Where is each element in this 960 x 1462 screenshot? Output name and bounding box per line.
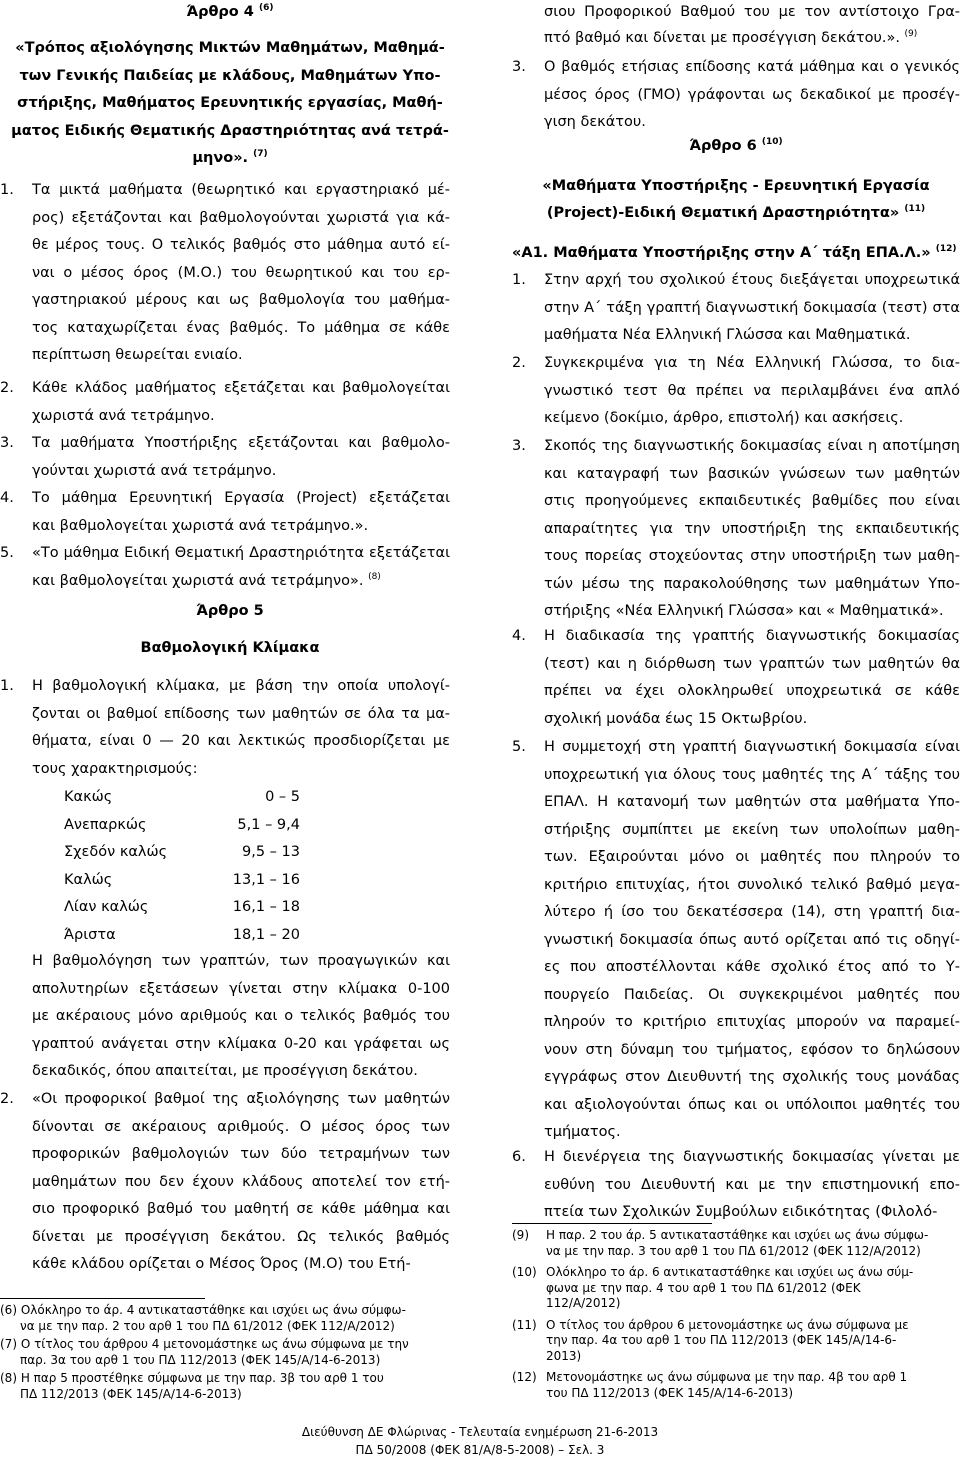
paragraph-line: θήματα, είναι 0 — 20 και λεκτικώς προσδιορίζεται με <box>32 733 450 749</box>
footnote-line: Η παρ. 2 του άρ. 5 αντικαταστάθηκε και ισχύει ως άνω σύμφω- <box>546 1228 929 1242</box>
paragraph-line: νουν στη δύναμη του τμήματος, εφόσον το δηλώσουν <box>544 1041 960 1058</box>
paragraph-number: 2. <box>512 355 526 371</box>
paragraph-line: πληρούν το κριτήριο επιτυχίας μπορούν να παραμεί- <box>544 1014 960 1030</box>
grade-label: Κακώς <box>64 789 113 805</box>
paragraph-line: και βαθμολογείται χωριστά ανά τετράμηνο». $^{(8)}$ <box>32 571 381 589</box>
paragraph-line: περίπτωση θεωρείται ενιαίο. <box>32 347 243 363</box>
paragraph-line: τους πορείας στοχεύοντας στην υποστήριξη των μαθη- <box>544 548 960 564</box>
grade-range: 0 – 5 <box>265 789 300 805</box>
paragraph-line: ΕΠΑΛ. Η κατανομή των μαθητών στα μαθήματα Υπο- <box>544 794 960 810</box>
paragraph-line: και βαθμολογείται χωριστά ανά τετράμηνο.». <box>32 517 369 534</box>
article-4-title-line: μηνο». $^{(7)}$ <box>192 149 268 166</box>
paragraph-line: πτεία των Σχολικών Συμβούλων ειδικότητας (Φιλολό- <box>544 1204 938 1220</box>
paragraph-line: των. Εξαιρούνται μόνο οι μαθητές που πληρούν το <box>544 849 960 865</box>
paragraph-number: 4. <box>0 490 14 506</box>
paragraph-number: 2. <box>0 380 14 396</box>
paragraph-line: θε μέρος τους. Ο τελικός βαθμός στο μάθημα αυτό εί- <box>32 237 450 253</box>
paragraph-line: γραπτού ανάγεται στην κλίμακα 0-20 και γράφεται ως <box>32 1035 450 1052</box>
footnote-line: την παρ. 4α του αρθ 1 του ΠΔ 112/2013 (ΦΕΚ 145/Α/14-6- <box>546 1333 897 1347</box>
paragraph-line: στήριξης «Νέα Ελληνική Γλώσσα» και « Μαθηματικά». <box>544 603 944 619</box>
grade-label: Άριστα <box>64 926 116 943</box>
paragraph-line: γνωστικό τεστ θα πρέπει να περιλαμβάνει ένα απλό <box>544 382 960 399</box>
paragraph-line: τών μέσω της παρακολούθησης των μαθημάτων Υπο- <box>544 575 960 592</box>
paragraph-line: πουργείο Παιδείας. Οι συγκεκριμένοι μαθητές που <box>544 986 960 1003</box>
paragraph-number: 3. <box>512 59 526 75</box>
paragraph-line: πτό βαθμό και δίνεται με προσέγγιση δεκάτου.». $^{(9)}$ <box>544 29 918 46</box>
paragraph-number: 2. <box>0 1091 14 1107</box>
paragraph-number: 5. <box>512 739 526 755</box>
paragraph-line: προφορικών βαθμολογιών των δύο τετραμήνων των <box>32 1146 450 1162</box>
grade-range: 16,1 – 18 <box>232 899 300 915</box>
paragraph-line: «Οι προφορικοί βαθμοί της αξιολόγησης των μαθητών <box>32 1091 450 1107</box>
footnote-line: να με την παρ. 3 του αρθ 1 του ΠΔ 61/2012 (ΦΕΚ 112/Α/2012) <box>546 1243 921 1258</box>
grade-range: 5,1 – 9,4 <box>237 816 300 833</box>
paragraph-line: στις προηγούμενες εκπαιδευτικές βαθμίδες που είναι <box>544 493 960 509</box>
footnote-number: (10) <box>512 1265 537 1279</box>
paragraph-line: τους χαρακτηρισμούς: <box>32 760 198 777</box>
footnote-divider <box>512 1223 712 1224</box>
footnote-line: Ολόκληρο το άρ. 6 αντικαταστάθηκε και ισχύει ως άνω σύμ- <box>546 1265 914 1279</box>
grade-range: 13,1 – 16 <box>232 871 300 888</box>
paragraph-line: ρος) εξετάζονται και βαθμολογούνται χωριστά για κά- <box>32 209 450 226</box>
paragraph-line: Η βαθμολογική κλίμακα, με βάση την οποία υπολογί- <box>32 678 450 694</box>
paragraph-line: Η βαθμολόγηση των γραπτών, των προαγωγικών και <box>32 953 450 969</box>
footnote-number: (9) <box>512 1228 529 1242</box>
paragraph-line: Η συμμετοχή στη γραπτή διαγνωστική δοκιμασία είναι <box>544 739 960 755</box>
paragraph-line: τμήματος. <box>544 1124 621 1140</box>
paragraph-number: 4. <box>512 628 526 644</box>
footnote-line: 112/Α/2012) <box>546 1296 621 1310</box>
reference-marker: (12) <box>935 244 957 255</box>
paragraph-line: λύτερο ή ίσο του δεκατέσσερα (14), στη γραπτή δια- <box>544 904 960 920</box>
paragraph-line: κείμενο (δοκίμιο, άρθρο, επιστολή) και ασκήσεις. <box>544 410 904 426</box>
grade-label: Σχεδόν καλώς <box>64 844 168 860</box>
paragraph-line: ναι ο μέσος όρος (Μ.Ο.) του θεωρητικού και του ερ- <box>32 264 450 281</box>
footnote-line: του ΠΔ 112/2013 (ΦΕΚ 145/Α/14-6-2013) <box>546 1385 794 1400</box>
paragraph-line: Τα μικτά μαθήματα (θεωρητικό και εργαστηριακό μέ- <box>32 182 450 198</box>
footnote-line: 2013) <box>546 1348 582 1363</box>
paragraph-number: 5. <box>0 545 14 561</box>
paragraph-line: με ακέραιους μόνο αριθμούς και ο τελικός βαθμός του <box>32 1008 450 1024</box>
paragraph-line: κάθε κλάδου ορίζεται ο Μέσος Όρος (Μ.Ο) του Ετή- <box>32 1256 411 1272</box>
article-6-title-line: (Project)-Ειδική Θεματική Δραστηριότητα» $^{(11)}$ <box>546 204 926 221</box>
paragraph-line: δίνεται με προσέγγιση δεκάτου. Ως τελικός βαθμός <box>32 1228 450 1245</box>
paragraph-line: χωριστά ανά τετράμηνο. <box>32 407 215 424</box>
footnote-line: (7) Ο τίτλος του άρθρου 4 μετονομάστηκε ως άνω σύμφωνα με την <box>0 1337 409 1351</box>
article-4-title-line: «Τρόπος αξιολόγησης Μικτών Μαθημάτων, Μαθημά- <box>15 40 445 56</box>
paragraph-line: Το μάθημα Ερευνητική Εργασία (Project) εξετάζεται <box>32 490 450 506</box>
paragraph-line: δεκαδικός, όπου απαιτείται, με προσέγγιση δεκάτου. <box>32 1063 418 1079</box>
footer-line-1: Διεύθυνση ΔΕ Φλώρινας - Τελευταία ενημέρωση 21-6-2013 <box>301 1425 659 1439</box>
article-4-heading: Άρθρο 4 $^{(6)}$ <box>186 3 274 20</box>
paragraph-line: απαραίτητες για την υποστήριξη της εκπαιδευτικής <box>544 520 960 537</box>
paragraph-line: και αξιολογούνται όπως και οι υπόλοιποι μαθητές του <box>544 1096 960 1113</box>
paragraph-line: Κάθε κλάδος μαθήματος εξετάζεται και βαθμολογείται <box>32 380 450 396</box>
paragraph-line: ζονται οι βαθμοί επίδοσης των μαθητών σε όλα τα μα- <box>32 705 450 722</box>
grade-range: 9,5 – 13 <box>242 844 300 860</box>
footnote-line: ΠΔ 112/2013 (ΦΕΚ 145/Α/14-6-2013) <box>20 1386 242 1401</box>
footnote-line: φωνα με την παρ. 4 του αρθ 1 του ΠΔ 61/2012 (ΦΕΚ <box>546 1280 861 1295</box>
paragraph-number: 1. <box>512 272 526 288</box>
footnote-line: Ο τίτλος του άρθρου 6 μετονομάστηκε ως άνω σύμφωνα με <box>546 1317 909 1332</box>
paragraph-line: γιση δεκάτου. <box>544 114 646 130</box>
article-5-title: Βαθμολογική Κλίμακα <box>140 640 320 656</box>
paragraph-line: κριτήριο επιτυχίας, ήτοι συνολικό τελικό βαθμό μεγα- <box>544 876 960 893</box>
paragraph-line: Τα μαθήματα Υποστήριξης εξετάζονται και βαθμολο- <box>32 435 450 451</box>
footnote-line: (8) Η παρ 5 προστέθηκε σύμφωνα με την παρ. 3β του αρθ 1 του <box>0 1371 384 1385</box>
paragraph-line: τος καταχωρίζεται ένας βαθμός. Το μάθημα σε κάθε <box>32 319 450 336</box>
paragraph-line: Σκοπός της διαγνωστικής δοκιμασίας είναι η αποτίμηση <box>544 438 960 454</box>
paragraph-line: σιου Προφορικού Βαθμού του με τον αντίστοιχο Γρα- <box>544 4 960 20</box>
paragraph-line: μαθημάτων που δεν έχουν κλάδους αποτελεί τον ετή- <box>32 1173 450 1190</box>
paragraph-line: απολυτηρίων εξετάσεων γίνεται στην κλίμακα 0-100 <box>32 980 450 997</box>
paragraph-number: 3. <box>512 438 526 454</box>
paragraph-line: «Το μάθημα Ειδική Θεματική Δραστηριότητα εξετάζεται <box>32 545 450 561</box>
paragraph-line: γούνται χωριστά ανά τετράμηνο. <box>32 462 277 479</box>
article-4-title-line: ματος Ειδικής Θεματικής Δραστηριότητας ανά τετρά- <box>11 122 449 139</box>
paragraph-line: στήριξης συμπίπτει με εκείνη των υπολοίπων μαθη- <box>544 821 960 838</box>
paragraph-line: στην Α΄ τάξη γραπτή διαγνωστική δοκιμασία (τεστ) στα <box>544 299 960 316</box>
paragraph-number: 6. <box>512 1149 526 1165</box>
paragraph-line: και καταγραφή των βασικών γνώσεων των μαθητών <box>544 465 960 482</box>
article-6-title-line: «Μαθήματα Υποστήριξης - Ερευνητική Εργασία <box>542 178 930 194</box>
article-6-heading: Άρθρο 6 $^{(10)}$ <box>689 137 783 154</box>
footnote-number: (12) <box>512 1370 537 1384</box>
reference-marker: (8) <box>368 571 381 582</box>
paragraph-line: (τεστ) και η διόρθωση των γραπτών των μαθητών θα <box>544 655 960 672</box>
reference-marker: (7) <box>253 149 268 160</box>
article-4-title-line: στήριξης, Μαθήματος Ερευνητικής εργασίας, Μαθή- <box>17 95 443 111</box>
footnote-line: παρ. 3α του αρθ 1 του ΠΔ 112/2013 (ΦΕΚ 145/Α/14-6-2013) <box>20 1352 381 1367</box>
paragraph-number: 1. <box>0 678 14 694</box>
paragraph-line: Συγκεκριμένα για τη Νέα Ελληνική Γλώσσα, το δια- <box>544 355 960 371</box>
footnote-number: (11) <box>512 1317 537 1332</box>
paragraph-line: δίνονται σε ακέραιους αριθμούς. Ο μέσος όρος των <box>32 1118 450 1135</box>
grade-range: 18,1 – 20 <box>232 926 300 943</box>
paragraph-line: Η διενέργεια της διαγνωστικής δοκιμασίας γίνεται με <box>544 1149 960 1165</box>
footnote-line: (6) Ολόκληρο το άρ. 4 αντικαταστάθηκε και ισχύει ως άνω σύμφω- <box>0 1303 406 1317</box>
footer-line-2: ΠΔ 50/2008 (ΦΕΚ 81/Α/8-5-2008) – Σελ. 3 <box>355 1443 605 1457</box>
paragraph-line: υποχρεωτική για όλους τους μαθητές της Α΄ τάξης του <box>544 766 960 783</box>
paragraph-line: μαθήματα Νέα Ελληνική Γλώσσα και Μαθηματικά. <box>544 327 911 343</box>
paragraph-line: Η διαδικασία της γραπτής διαγνωστικής δοκιμασίας <box>544 628 960 644</box>
paragraph-line: εγγράφως στον Διευθυντή της σχολικής τους μονάδας <box>544 1069 960 1085</box>
footnote-line: να με την παρ. 2 του αρθ 1 του ΠΔ 61/2012 (ΦΕΚ 112/Α/2012) <box>20 1318 395 1333</box>
footnote-line: Μετονομάστηκε ως άνω σύμφωνα με την παρ. 4β του αρθ 1 <box>546 1370 908 1384</box>
grade-label: Καλώς <box>64 871 113 888</box>
reference-marker: (11) <box>904 204 926 215</box>
paragraph-number: 3. <box>0 435 14 451</box>
paragraph-line: μέσος όρος (ΓΜΟ) γράφονται ως δεκαδικοί με προσέγ- <box>544 86 960 103</box>
reference-marker: (9) <box>904 29 918 40</box>
paragraph-line: σχολική μονάδα έως 15 Οκτωβρίου. <box>544 710 808 727</box>
reference-marker: (10) <box>761 137 783 148</box>
paragraph-line: Στην αρχή του σχολικού έτους διεξάγεται υποχρεωτικά <box>544 272 960 288</box>
footnote-divider <box>0 1298 205 1299</box>
paragraph-number: 1. <box>0 182 14 198</box>
paragraph-line: ευθύνη του Διευθυντή και με την επιστημονική επο- <box>544 1176 960 1193</box>
article-5-heading: Άρθρο 5 <box>196 603 264 619</box>
reference-marker: (6) <box>258 3 274 14</box>
article-6-subheading: «Α1. Μαθήματα Υποστήριξης στην Α΄ τάξη ΕΠΑ.Λ.» $^{(12)}$ <box>512 244 957 261</box>
paragraph-line: πρέπει να έχει ολοκληρωθεί υποχρεωτικά σε κάθε <box>544 683 960 699</box>
paragraph-line: σιο προφορικό βαθμό του μαθητή σε κάθε μάθημα και <box>32 1201 450 1217</box>
grade-label: Ανεπαρκώς <box>64 816 147 833</box>
article-4-title-line: των Γενικής Παιδείας με κλάδους, Μαθημάτων Υπο- <box>19 67 441 84</box>
paragraph-line: Ο βαθμός ετήσιας επίδοσης κατά μάθημα και ο γενικός <box>544 59 960 75</box>
paragraph-line: γαστηριακού μέρους και ως βαθμολογία του μαθήμα- <box>32 292 450 308</box>
paragraph-line: γνωστική δοκιμασία όπως αυτό ορίζεται από τις οδηγί- <box>544 931 960 948</box>
paragraph-line: ες που αποστέλλονται κάθε σχολικό έτος από το Υ- <box>544 959 960 975</box>
grade-label: Λίαν καλώς <box>64 899 149 915</box>
